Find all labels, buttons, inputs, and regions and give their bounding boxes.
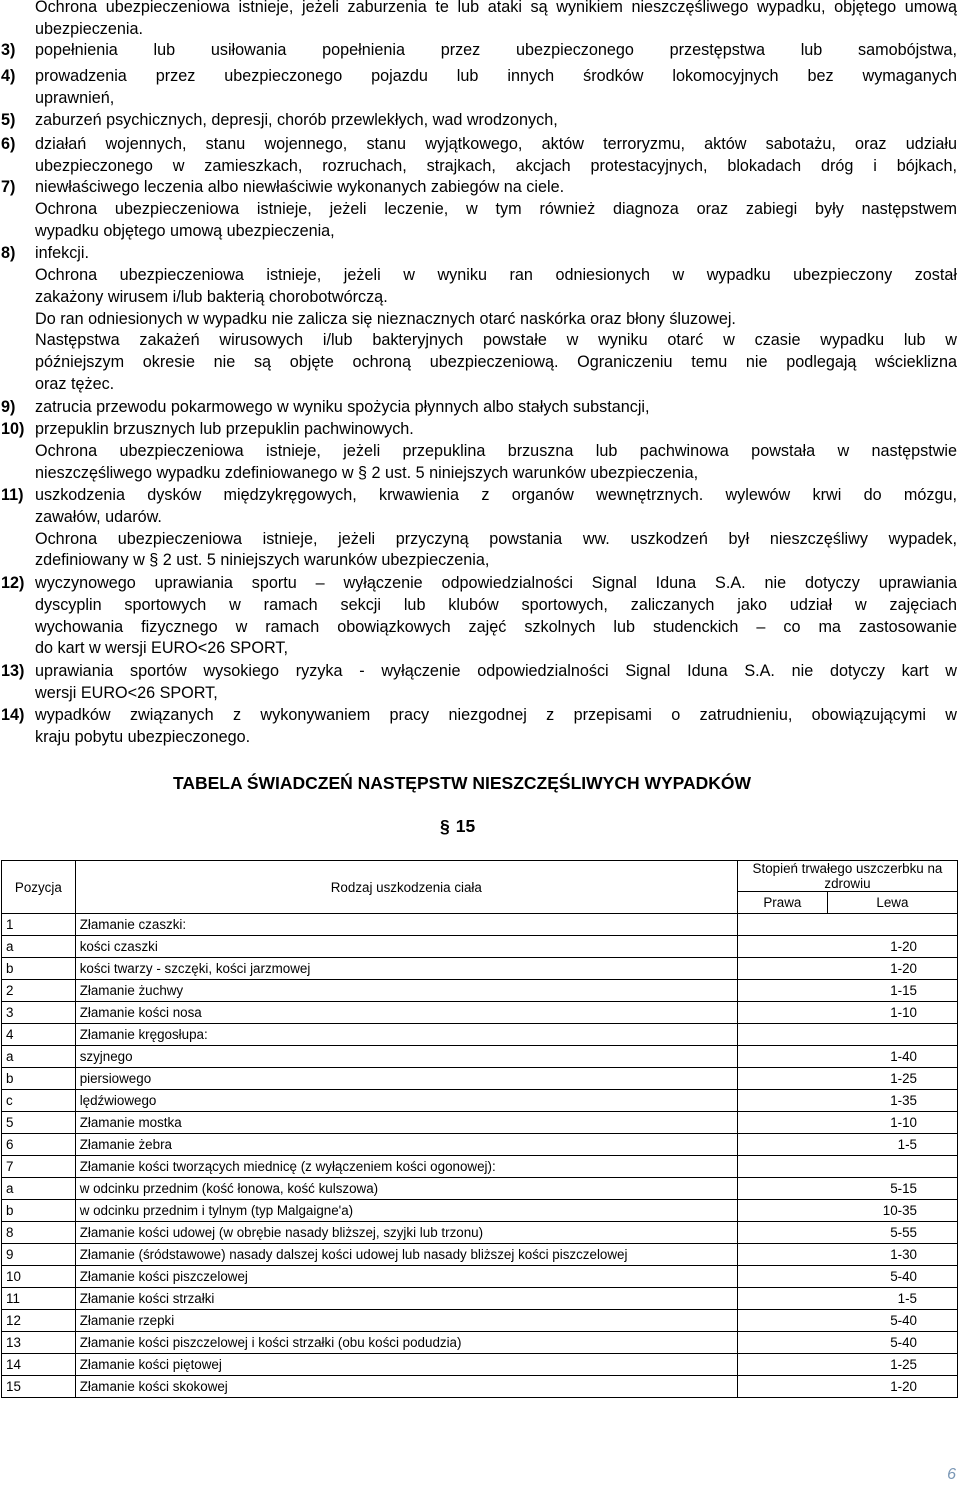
row-impairment-value: 1-10 bbox=[737, 1112, 957, 1134]
row-position: 4 bbox=[2, 1024, 76, 1046]
text-line: Ochrona ubezpieczeniowa istnieje, jeżeli przyczyną powstania ww. uszkodzeń był nieszczęśliwy wypadek, bbox=[35, 529, 957, 548]
text-line: Ochrona ubezpieczeniowa istnieje, jeżeli przepuklina brzuszna lub pachwinowa powstała w następstwie bbox=[35, 442, 957, 460]
table-row bbox=[2, 1046, 958, 1068]
paragraph-treatment bbox=[35, 199, 957, 243]
table-row bbox=[2, 936, 958, 958]
row-description: lędźwiowego bbox=[75, 1090, 737, 1112]
section-sign: § bbox=[440, 816, 450, 836]
benefits-table-body bbox=[2, 861, 958, 1398]
row-impairment-value: 1-15 bbox=[737, 980, 957, 1002]
text-line: Następstwa zakażeń wirusowych i/lub bakteryjnych powstałe w wyniku otarć w czasie wypadku lub w bbox=[35, 331, 957, 350]
table-row bbox=[2, 1178, 958, 1200]
row-description: kości twarzy - szczęki, kości jarzmowej bbox=[75, 958, 737, 980]
text-line: uprawnień, bbox=[35, 88, 115, 107]
row-position: 3 bbox=[2, 1002, 76, 1024]
table-row bbox=[2, 1222, 958, 1244]
section-reference bbox=[440, 816, 475, 837]
text-line: oraz tężec. bbox=[35, 374, 115, 393]
row-description: Złamanie kości udowej (w obrębie nasady bliższej, szyjki lub trzonu) bbox=[75, 1222, 737, 1244]
row-position: 5 bbox=[2, 1112, 76, 1134]
item-7-text: niewłaściwego leczenia albo niewłaściwie wykonanych zabiegów na ciele. bbox=[35, 178, 565, 196]
row-impairment-value bbox=[737, 914, 957, 936]
text-line: wychowania fizycznego w ramach obowiązkowych zajęć szkolnych lub studenckich – co ma zastosowanie bbox=[35, 617, 957, 636]
header-impairment: Stopień trwałego uszczerbku na zdrowiu bbox=[737, 861, 957, 892]
paragraph-protection-accident: Ochrona ubezpieczeniowa istnieje, jeżeli zaburzenia te lub ataki są wynikiem nieszczęśliwego wypadku, objętego umową ubezpieczenia. bbox=[35, 0, 957, 38]
paragraph-infection bbox=[35, 265, 957, 396]
text-line: wypadków związanych z wykonywaniem pracy niezgodnej z przepisami o zatrudnieniu, obowiązującymi w bbox=[35, 706, 957, 724]
text-line: wyczynowego uprawiania sportu – wyłączenie odpowiedzialności Signal Iduna S.A. nie dotyczy uprawiania bbox=[35, 574, 957, 592]
row-description: Złamanie kości nosa bbox=[75, 1002, 737, 1024]
row-description: Złamanie kości tworzących miednicę (z wyłączeniem kości ogonowej): bbox=[75, 1156, 737, 1178]
row-impairment-value: 5-15 bbox=[737, 1178, 957, 1200]
row-position: 7 bbox=[2, 1156, 76, 1178]
row-position: a bbox=[2, 936, 76, 958]
item-number: 13) bbox=[1, 662, 25, 680]
row-description: Złamanie żebra bbox=[75, 1134, 737, 1156]
row-impairment-value: 1-20 bbox=[737, 958, 957, 980]
text-line: wypadku objętego umową ubezpieczenia, bbox=[35, 221, 335, 240]
text-line: uszkodzenia dysków międzykręgowych, krwawienia z organów wewnętrznych. wylewów krwi do mózgu, bbox=[35, 486, 957, 504]
text-line: Do ran odniesionych w wypadku nie zalicza się nieznacznych otarć naskórka oraz błony śluzowej. bbox=[35, 309, 736, 328]
text-line: zdefiniowany w § 2 ust. 5 niniejszych warunków ubezpieczenia, bbox=[35, 551, 490, 570]
table-row bbox=[2, 1112, 958, 1134]
text-line: uprawiania sportów wysokiego ryzyka - wyłączenie odpowiedzialności Signal Iduna S.A. nie dotyczy kart w bbox=[35, 662, 957, 680]
row-description: Złamanie kości skokowej bbox=[75, 1376, 737, 1398]
table-header-row bbox=[2, 861, 958, 892]
row-impairment-value: 10-35 bbox=[737, 1200, 957, 1222]
row-impairment-value: 5-40 bbox=[737, 1310, 957, 1332]
row-description: szyjnego bbox=[75, 1046, 737, 1068]
row-description: w odcinku przednim i tylnym (typ Malgaigne'a) bbox=[75, 1200, 737, 1222]
text-line: zawałów, udarów. bbox=[35, 507, 162, 526]
text-line: dyscyplin sportowych w ramach sekcji lub klubów sportowych, zaliczanych jako udział w zajęciach bbox=[35, 595, 957, 614]
table-row bbox=[2, 980, 958, 1002]
header-left: Lewa bbox=[827, 892, 957, 914]
row-position: b bbox=[2, 958, 76, 980]
table-row bbox=[2, 958, 958, 980]
row-position: 6 bbox=[2, 1134, 76, 1156]
table-row bbox=[2, 1288, 958, 1310]
row-impairment-value: 1-30 bbox=[737, 1244, 957, 1266]
item-number: 12) bbox=[1, 574, 25, 592]
item-number: 9) bbox=[1, 398, 16, 416]
text-line: późniejszym okresie nie są objęte ochroną ubezpieczeniową. Ograniczeniu temu nie podlegają wścieklizna bbox=[35, 353, 957, 372]
row-impairment-value: 1-25 bbox=[737, 1354, 957, 1376]
row-description: w odcinku przednim (kość łonowa, kość kulszowa) bbox=[75, 1178, 737, 1200]
item-14-text bbox=[35, 705, 957, 749]
header-right: Prawa bbox=[737, 892, 827, 914]
row-position: 2 bbox=[2, 980, 76, 1002]
row-description: Złamanie kości strzałki bbox=[75, 1288, 737, 1310]
item-4-text bbox=[35, 66, 957, 110]
text-line: kraju pobytu ubezpieczonego. bbox=[35, 727, 251, 746]
text-line: ubezpieczonego w zamieszkach, rozruchach, strajkach, akcjach protestacyjnych, blokadach dróg i bójkach, bbox=[35, 156, 957, 175]
text-line: zakażony wirusem i/lub bakterią chorobotwórczą. bbox=[35, 287, 388, 306]
text-line: nieszczęśliwego wypadku zdefiniowanego w § 2 ust. 5 niniejszych warunków ubezpieczenia, bbox=[35, 463, 699, 482]
table-row bbox=[2, 1332, 958, 1354]
row-impairment-value: 5-40 bbox=[737, 1332, 957, 1354]
row-position: b bbox=[2, 1200, 76, 1222]
table-row bbox=[2, 1200, 958, 1222]
row-position: a bbox=[2, 1178, 76, 1200]
row-description: Złamanie rzepki bbox=[75, 1310, 737, 1332]
table-row bbox=[2, 1266, 958, 1288]
item-number: 11) bbox=[1, 486, 24, 504]
table-row bbox=[2, 1354, 958, 1376]
row-impairment-value: 1-10 bbox=[737, 1002, 957, 1024]
paragraph-hernia bbox=[35, 441, 957, 485]
text-line: Ochrona ubezpieczeniowa istnieje, jeżeli leczenie, w tym również diagnoza oraz zabiegi były następstwem bbox=[35, 200, 957, 218]
item-number: 6) bbox=[1, 135, 16, 153]
row-description: Złamanie kości piszczelowej i kości strzałki (obu kości podudzia) bbox=[75, 1332, 737, 1354]
row-position: 8 bbox=[2, 1222, 76, 1244]
table-row bbox=[2, 1090, 958, 1112]
item-number: 14) bbox=[1, 706, 25, 724]
row-position: 12 bbox=[2, 1310, 76, 1332]
row-impairment-value bbox=[737, 1024, 957, 1046]
item-13-text bbox=[35, 661, 957, 705]
item-number: 4) bbox=[1, 67, 16, 85]
item-3-text: popełnienia lub usiłowania popełnienia przez ubezpieczonego przestępstwa lub samobójstwa, bbox=[35, 41, 957, 59]
table-row bbox=[2, 1310, 958, 1332]
row-description: Złamanie mostka bbox=[75, 1112, 737, 1134]
item-6-text bbox=[35, 134, 957, 178]
row-description: Złamanie (śródstawowe) nasady dalszej kości udowej lub nasady bliższej kości piszczelowej bbox=[75, 1244, 737, 1266]
item-5-text: zaburzeń psychicznych, depresji, chorób przewlekłych, wad wrodzonych, bbox=[35, 111, 558, 129]
item-10-text: przepuklin brzusznych lub przepuklin pachwinowych. bbox=[35, 420, 414, 438]
row-impairment-value: 1-40 bbox=[737, 1046, 957, 1068]
row-position: 13 bbox=[2, 1332, 76, 1354]
header-injury-type: Rodzaj uszkodzenia ciała bbox=[75, 861, 737, 914]
text-line: Ochrona ubezpieczeniowa istnieje, jeżeli w wyniku ran odniesionych w wypadku ubezpieczony został bbox=[35, 266, 957, 284]
row-impairment-value: 1-35 bbox=[737, 1090, 957, 1112]
row-position: 1 bbox=[2, 914, 76, 936]
row-impairment-value: 1-5 bbox=[737, 1134, 957, 1156]
row-description: piersiowego bbox=[75, 1068, 737, 1090]
row-description: Złamanie czaszki: bbox=[75, 914, 737, 936]
item-number: 3) bbox=[1, 41, 16, 59]
text-line: działań wojennych, stanu wojennego, stanu wyjątkowego, aktów terroryzmu, aktów sabotażu, oraz udziału bbox=[35, 135, 957, 153]
row-position: 9 bbox=[2, 1244, 76, 1266]
text-line: wersji EURO<26 SPORT, bbox=[35, 683, 218, 702]
row-impairment-value: 1-5 bbox=[737, 1288, 957, 1310]
row-impairment-value: 1-25 bbox=[737, 1068, 957, 1090]
row-impairment-value: 1-20 bbox=[737, 1376, 957, 1398]
table-row bbox=[2, 1156, 958, 1178]
table-row bbox=[2, 1024, 958, 1046]
row-impairment-value bbox=[737, 1156, 957, 1178]
table-row bbox=[2, 914, 958, 936]
item-9-text: zatrucia przewodu pokarmowego w wyniku spożycia płynnych albo stałych substancji, bbox=[35, 398, 650, 416]
row-position: a bbox=[2, 1046, 76, 1068]
row-description: Złamanie kości piszczelowej bbox=[75, 1266, 737, 1288]
table-row bbox=[2, 1002, 958, 1024]
table-row bbox=[2, 1376, 958, 1398]
benefits-table bbox=[1, 860, 958, 1398]
row-position: 11 bbox=[2, 1288, 76, 1310]
row-description: kości czaszki bbox=[75, 936, 737, 958]
row-impairment-value: 5-55 bbox=[737, 1222, 957, 1244]
item-8-text: infekcji. bbox=[35, 244, 89, 262]
table-row bbox=[2, 1068, 958, 1090]
row-position: 14 bbox=[2, 1354, 76, 1376]
row-description: Złamanie kręgosłupa: bbox=[75, 1024, 737, 1046]
item-12-text bbox=[35, 573, 957, 660]
row-position: b bbox=[2, 1068, 76, 1090]
row-impairment-value: 5-40 bbox=[737, 1266, 957, 1288]
item-number: 7) bbox=[1, 178, 16, 196]
row-description: Złamanie żuchwy bbox=[75, 980, 737, 1002]
item-number: 10) bbox=[1, 420, 25, 438]
item-number: 5) bbox=[1, 111, 16, 129]
row-position: 15 bbox=[2, 1376, 76, 1398]
item-number: 8) bbox=[1, 244, 16, 262]
row-description: Złamanie kości piętowej bbox=[75, 1354, 737, 1376]
item-11-text bbox=[35, 485, 957, 572]
page-number: 6 bbox=[947, 1466, 956, 1483]
table-row bbox=[2, 1244, 958, 1266]
row-position: 10 bbox=[2, 1266, 76, 1288]
row-position: c bbox=[2, 1090, 76, 1112]
header-position: Pozycja bbox=[2, 861, 76, 914]
text-line: prowadzenia przez ubezpieczonego pojazdu lub innych środków lokomocyjnych bez wymaganych bbox=[35, 67, 957, 85]
text-line: do kart w wersji EURO<26 SPORT, bbox=[35, 639, 288, 658]
section-number: 15 bbox=[455, 816, 476, 836]
row-impairment-value: 1-20 bbox=[737, 936, 957, 958]
table-row bbox=[2, 1134, 958, 1156]
table-title: TABELA ŚWIADCZEŃ NASTĘPSTW NIESZCZĘŚLIWYCH WYPADKÓW bbox=[172, 773, 752, 793]
